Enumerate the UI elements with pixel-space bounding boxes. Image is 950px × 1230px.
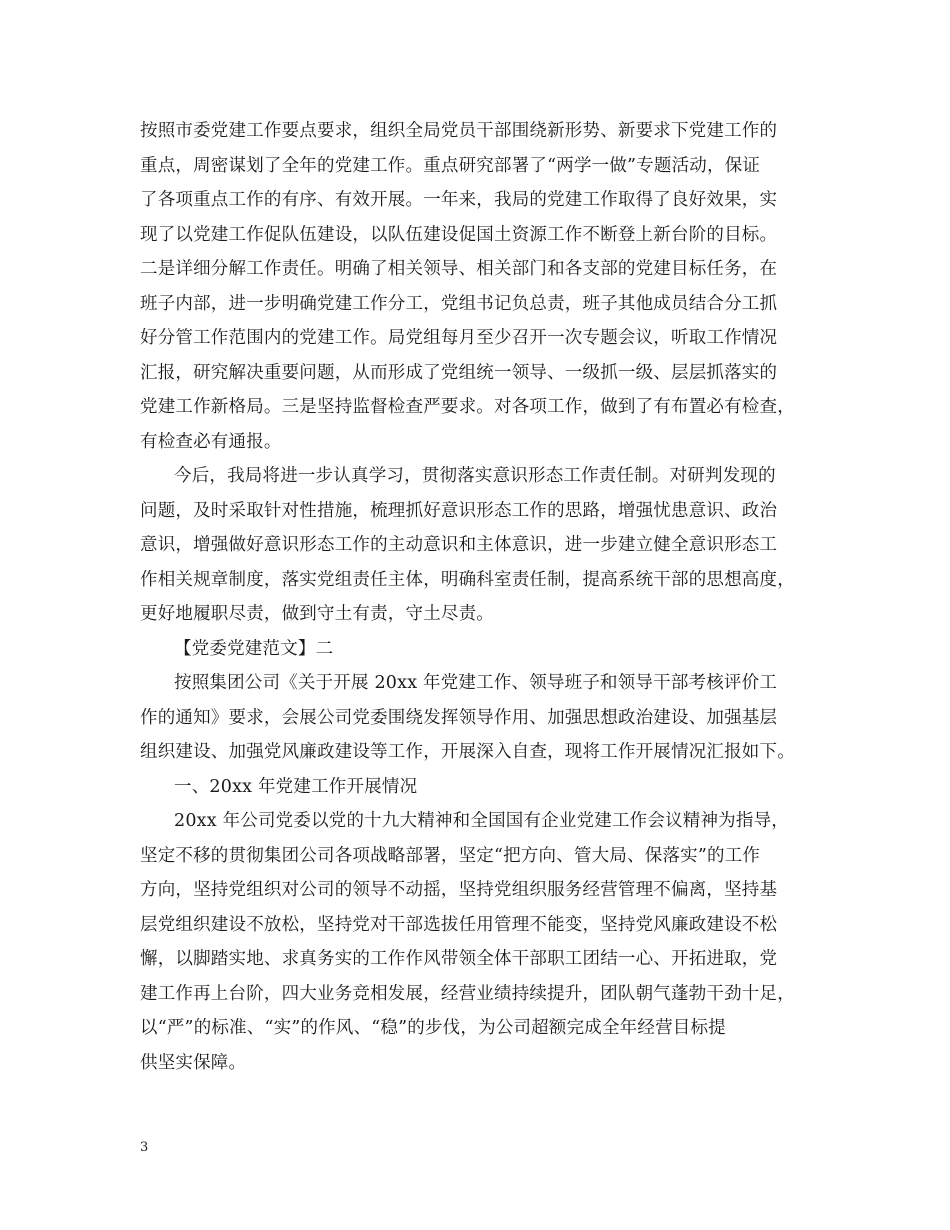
text-line: 一、20xx 年党建工作开展情况 <box>174 776 418 797</box>
text-line: 党建工作新格局。三是坚持监督检查严要求。对各项工作，做到了有布置必有检查， <box>140 397 795 417</box>
text-line: 了各项重点工作的有序、有效开展。一年来，我局的党建工作取得了良好效果，实 <box>140 190 778 210</box>
document-body <box>140 114 822 1080</box>
text-line: 按照市委党建工作要点要求，组织全局党员干部围绕新形势、新要求下党建工作的 <box>140 121 778 141</box>
text-line: 供坚实保障。 <box>140 1052 247 1073</box>
text-line: 方向，坚持党组织对公司的领导不动摇，坚持党组织服务经营管理不偏离，坚持基 <box>140 880 778 900</box>
text-line: 意识，增强做好意识形态工作的主动意识和主体意识，进一步建立健全意识形态工 <box>140 535 778 555</box>
text-line: 坚定不移的贯彻集团公司各项战略部署，坚定“把方向、管大局、保落实”的工作 <box>140 845 761 866</box>
text-line: 建工作再上台阶，四大业务竞相发展，经营业绩持续提升，团队朝气蓬勃干劲十足， <box>140 983 795 1004</box>
text-line: 有检查必有通报。 <box>140 431 282 452</box>
text-line: 二是详细分解工作责任。明确了相关领导、相关部门和各支部的党建目标任务，在 <box>140 259 778 279</box>
text-line: 今后，我局将进一步认真学习，贯彻落实意识形态工作责任制。对研判发现的 <box>174 466 776 486</box>
text-line: 班子内部，进一步明确党建工作分工，党组书记负总责，班子其他成员结合分工抓 <box>140 293 778 314</box>
text-line: 层党组织建设不放松，坚持党对干部选拔任用管理不能变，坚持党风廉政建设不松 <box>140 914 778 935</box>
text-line: 汇报，研究解决重要问题，从而形成了党组统一领导、一级抓一级、层层抓落实的 <box>140 362 778 383</box>
text-line: 20xx 年公司党委以党的十九大精神和全国国有企业党建工作会议精神为指导， <box>174 811 789 831</box>
text-line: 以“严”的标准、“实”的作风、“稳”的步伐，为公司超额完成全年经营目标提 <box>140 1018 726 1038</box>
text-line: 【党委党建范文】二 <box>174 638 334 659</box>
text-line: 作的通知》要求，会展公司党委围绕发挥领导作用、加强思想政治建设、加强基层 <box>140 707 778 728</box>
text-line: 好分管工作范围内的党建工作。局党组每月至少召开一次专题会议，听取工作情况 <box>140 328 778 348</box>
text-line: 问题，及时采取针对性措施，梳理抓好意识形态工作的思路，增强忧患意识、政治 <box>140 500 778 521</box>
text-line: 按照集团公司《关于开展 20xx 年党建工作、领导班子和领导干部考核评价工 <box>174 673 778 693</box>
text-line: 现了以党建工作促队伍建设，以队伍建设促国土资源工作不断登上新台阶的目标。 <box>140 224 778 245</box>
text-line: 组织建设、加强党风廉政建设等工作，开展深入自查，现将工作开展情况汇报如下。 <box>140 742 795 762</box>
page-number: 3 <box>140 1140 149 1155</box>
text-line: 更好地履职尽责，做到守土有责，守土尽责。 <box>140 604 494 624</box>
text-line: 重点，周密谋划了全年的党建工作。重点研究部署了“两学一做”专题活动，保证 <box>140 155 761 176</box>
text-line: 懈，以脚踏实地、求真务实的工作作风带领全体干部职工团结一心、开拓进取，党 <box>140 949 778 969</box>
text-line: 作相关规章制度，落实党组责任主体，明确科室责任制，提高系统干部的思想高度， <box>140 569 795 590</box>
